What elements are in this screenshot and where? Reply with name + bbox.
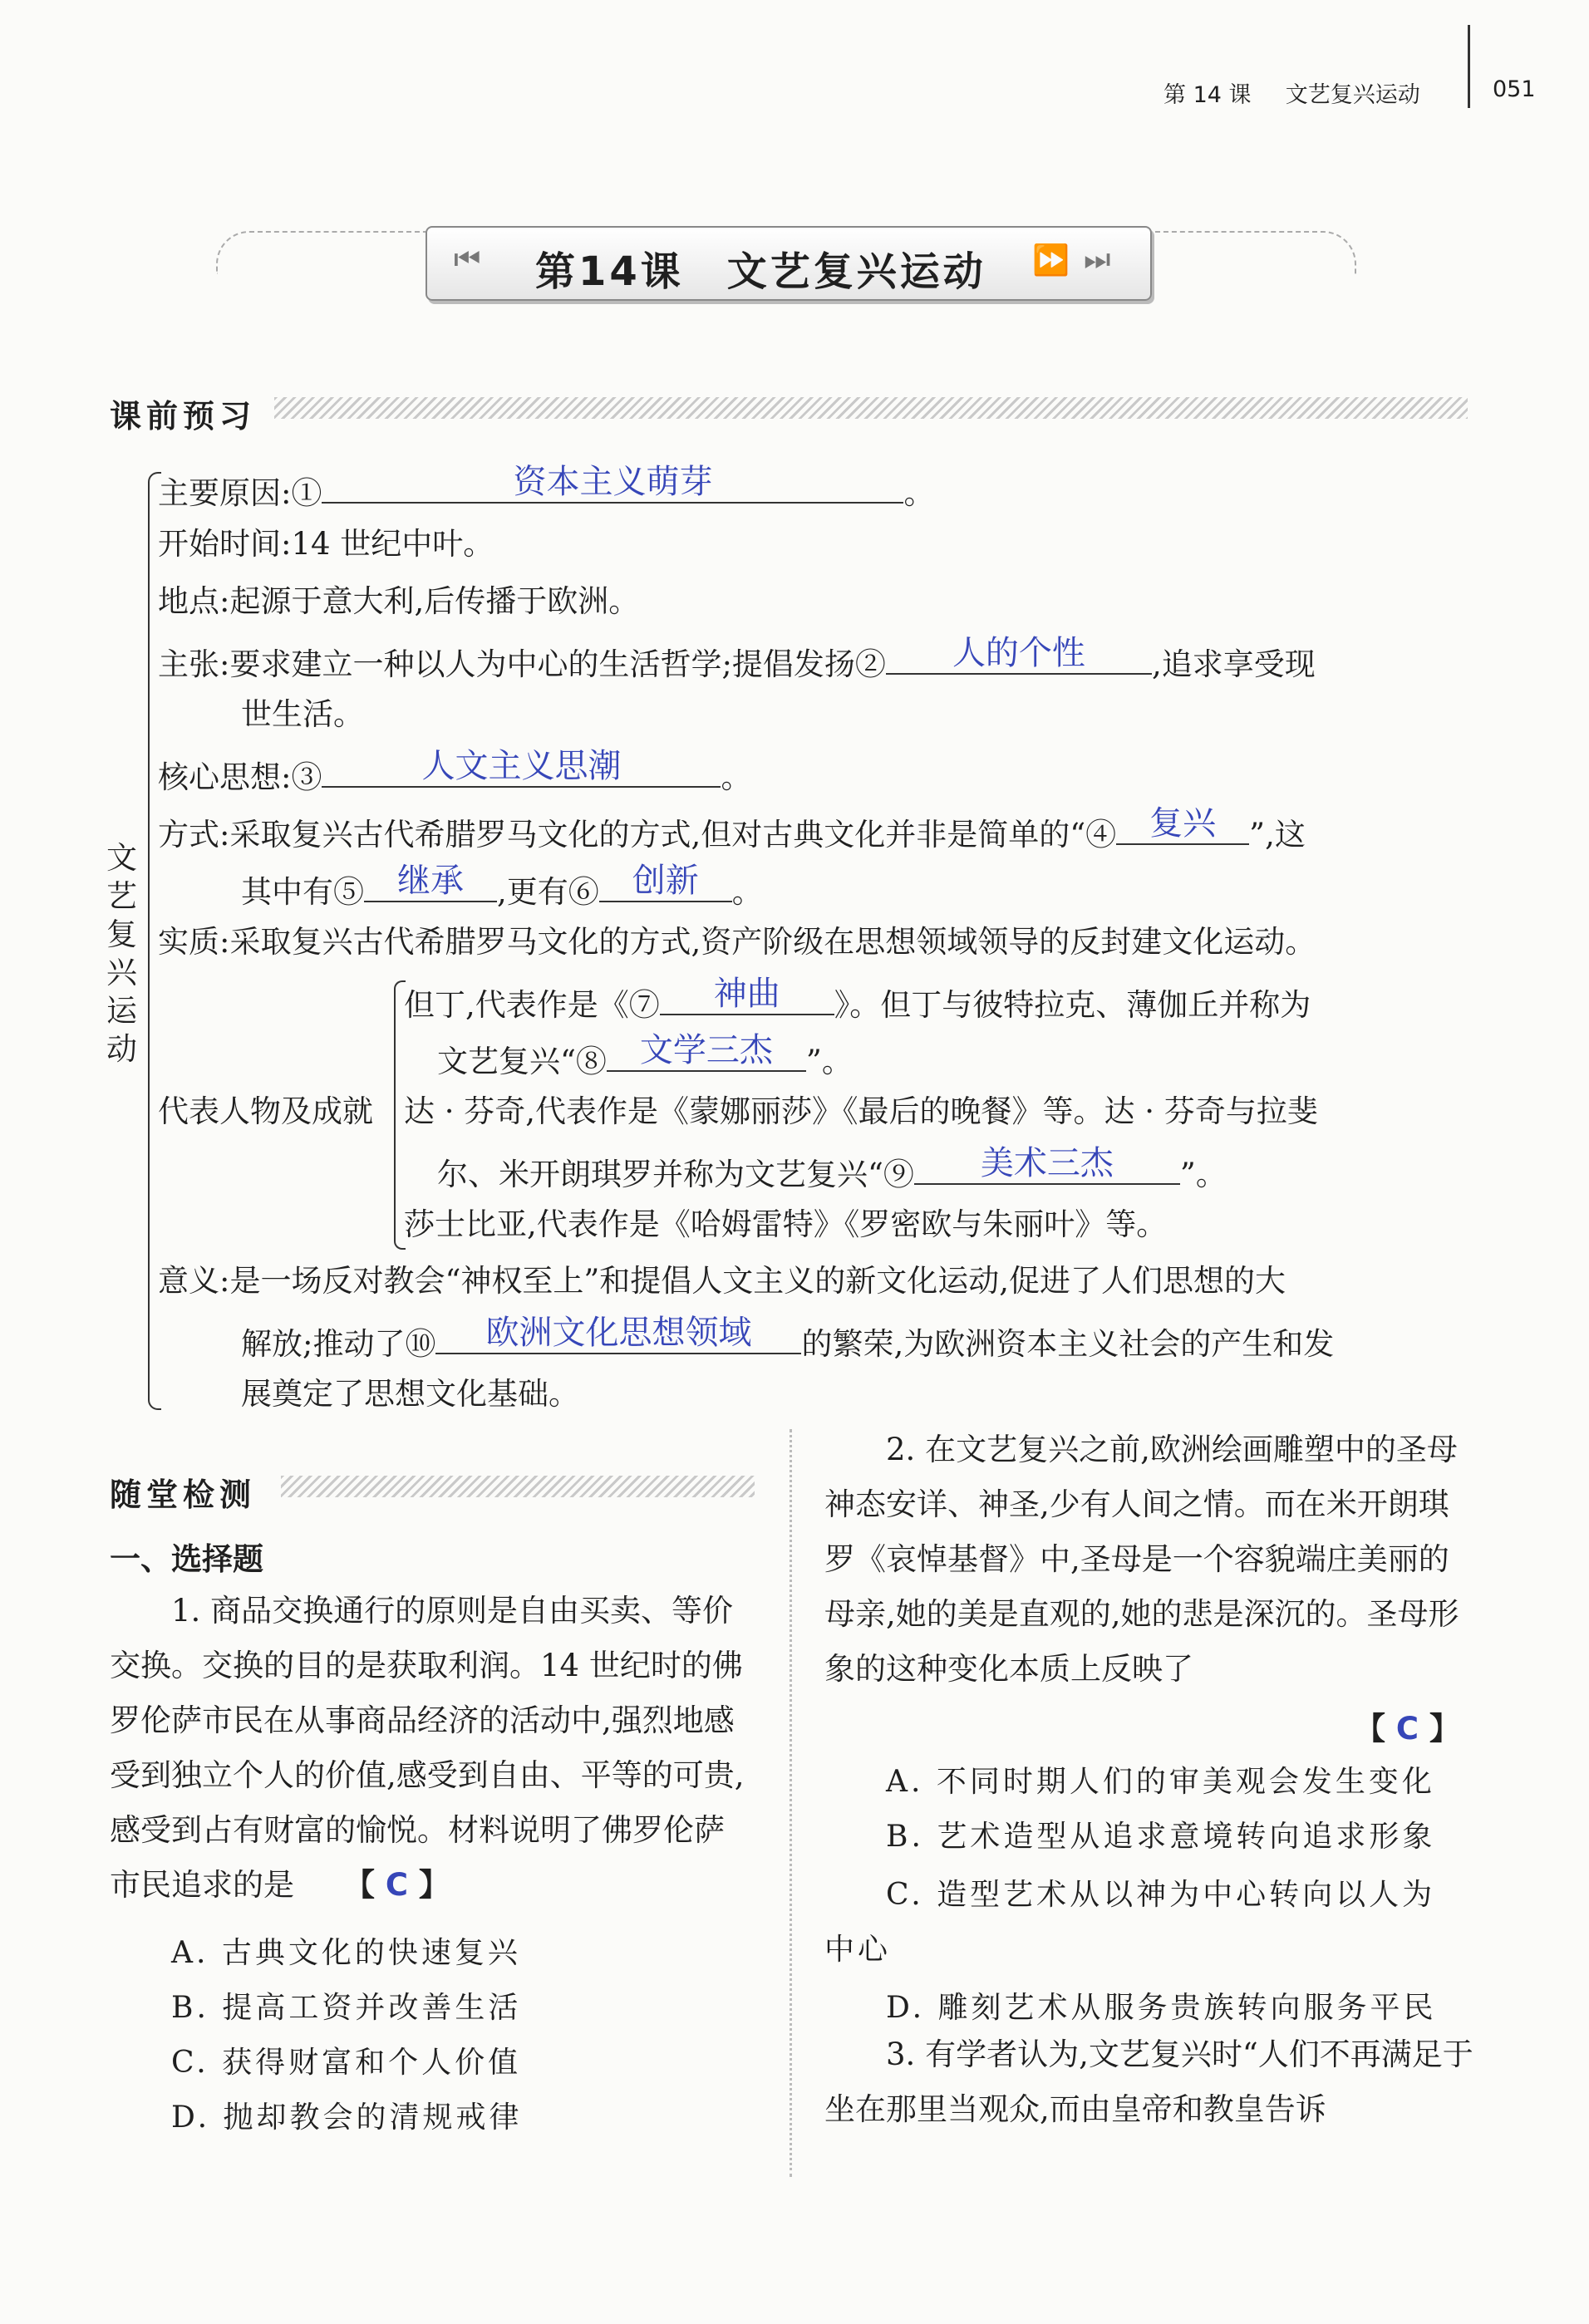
row-significance-cont: 解放;推动了⑩ 欧洲文化思想领域 的繁荣,为欧洲资本主义社会的产生和发 bbox=[241, 1314, 1335, 1362]
row-representatives-label: 代表人物及成就 bbox=[158, 1093, 373, 1129]
answer-2: 人的个性 bbox=[952, 634, 1085, 672]
blank-5 bbox=[364, 862, 497, 902]
answer-3: 人文主义思潮 bbox=[421, 747, 622, 785]
row-method-cont: 其中有⑤ 继承 ,更有⑥ 创新 。 bbox=[241, 862, 763, 910]
blank-2 bbox=[886, 634, 1152, 675]
question-1 bbox=[110, 1584, 750, 1913]
answer-5: 继承 bbox=[397, 862, 464, 900]
banner-left-line bbox=[216, 231, 426, 274]
row-davinci: 达 · 芬奇,代表作是《蒙娜丽莎》《最后的晚餐》等。达 · 芬奇与拉斐 bbox=[404, 1093, 1318, 1129]
header-lesson: 第 14 课 bbox=[1163, 82, 1252, 108]
row-start-time: 开始时间:14 世纪中叶。 bbox=[158, 526, 494, 562]
row-place: 地点:起源于意大利,后传播于欧洲。 bbox=[158, 583, 640, 619]
answer-10: 欧洲文化思想领域 bbox=[485, 1314, 752, 1352]
blank-10 bbox=[435, 1314, 801, 1354]
header-topic: 文艺复兴运动 bbox=[1285, 82, 1420, 108]
row-significance: 意义:是一场反对教会“神权至上”和提倡人文主义的新文化运动,促进了人们思想的大 bbox=[158, 1263, 1286, 1299]
q2-option-d[interactable]: D. 雕刻艺术从服务贵族转向服务平民 bbox=[886, 1991, 1437, 2025]
answer-bracket-2: 【 C 】 bbox=[1355, 1711, 1460, 1747]
banner-title: 第14课 文艺复兴运动 bbox=[535, 248, 986, 295]
q2-option-a[interactable]: A. 不同时期人们的审美观会发生变化 bbox=[886, 1765, 1435, 1799]
answer-4: 复兴 bbox=[1149, 804, 1217, 843]
section-hatch-quiz bbox=[281, 1476, 755, 1497]
row-main-reason: 主要原因:① 资本主义萌芽 。 bbox=[158, 463, 935, 511]
page-number: 051 bbox=[1493, 76, 1536, 102]
question-1-stem: 1. 商品交换通行的原则是自由买卖、等价交换。交换的目的是获取利润。14 世纪时的佛罗伦萨市民在从事商品经济的活动中,强烈地感受到独立个人的价值,感受到自由、平等的可贵,感受到占有财富的愉悦。材料说明了佛罗伦萨市民追求的是 bbox=[110, 1593, 745, 1903]
blank-1 bbox=[322, 463, 903, 504]
answer-9: 美术三杰 bbox=[980, 1144, 1114, 1182]
row-davinci-cont: 尔、米开朗琪罗并称为文艺复兴“⑨ 美术三杰 ”。 bbox=[437, 1144, 1227, 1192]
answer-8: 文学三杰 bbox=[639, 1031, 773, 1069]
question-3 bbox=[824, 2027, 1477, 2137]
blank-4 bbox=[1116, 804, 1249, 845]
question-2-stem: 2. 在文艺复兴之前,欧洲绘画雕塑中的圣母神态安详、神圣,少有人间之情。而在米开朗琪罗《哀悼基督》中,圣母是一个容貌端庄美丽的母亲,她的美是直观的,她的悲是深沉的。圣母形象的这种变化本质上反映了 bbox=[824, 1432, 1459, 1687]
q1-option-b[interactable]: B. 提高工资并改善生活 bbox=[171, 1991, 522, 2025]
page-header bbox=[1163, 76, 1420, 109]
q1-option-d[interactable]: D. 抛却教会的清规戒律 bbox=[171, 2100, 523, 2135]
rewind-icon: ⏮ bbox=[454, 243, 481, 277]
question-1-answer: C bbox=[385, 1867, 409, 1903]
question-3-stem: 3. 有学者认为,文艺复兴时“人们不再满足于坐在那里当观众,而由皇帝和教皇告诉 bbox=[824, 2037, 1473, 2127]
question-2-answer: C bbox=[1395, 1711, 1419, 1747]
blank-7 bbox=[660, 975, 834, 1015]
question-2 bbox=[824, 1422, 1477, 1697]
q1-option-c[interactable]: C. 获得财富和个人价值 bbox=[171, 2046, 522, 2080]
row-proposition-cont: 世生活。 bbox=[241, 696, 364, 732]
row-dante-cont: 文艺复兴“⑧ 文学三杰 ”。 bbox=[437, 1031, 853, 1079]
row-method: 方式:采取复兴古代希腊罗马文化的方式,但对古典文化并非是简单的“④ 复兴 ”,这 bbox=[158, 804, 1306, 852]
forward-icon: ⏩ bbox=[1032, 243, 1070, 278]
blank-9 bbox=[914, 1144, 1180, 1185]
answer-1: 资本主义萌芽 bbox=[513, 463, 713, 501]
row-significance-end: 展奠定了思想文化基础。 bbox=[241, 1376, 579, 1412]
header-divider bbox=[1468, 25, 1470, 108]
answer-6: 创新 bbox=[632, 862, 699, 900]
q2-option-b[interactable]: B. 艺术造型从追求意境转向追求形象 bbox=[886, 1820, 1436, 1854]
row-proposition: 主张:要求建立一种以人为中心的生活哲学;提倡发扬② 人的个性 ,追求享受现 bbox=[158, 634, 1316, 682]
q2-option-c[interactable]: C. 造型艺术从以神为中心转向以人为中心 bbox=[824, 1878, 1436, 1967]
section-hatch-preview bbox=[274, 397, 1468, 419]
row-shakespeare: 莎士比亚,代表作是《哈姆雷特》《罗密欧与朱丽叶》等。 bbox=[404, 1206, 1168, 1242]
row-dante: 但丁,代表作是《⑦ 神曲 》。但丁与彼特拉克、薄伽丘并称为 bbox=[404, 975, 1311, 1023]
skip-end-icon: ⏭ bbox=[1084, 243, 1111, 277]
section-title-preview: 课前预习 bbox=[110, 398, 257, 435]
lesson-banner bbox=[426, 226, 1152, 301]
answer-7: 神曲 bbox=[713, 975, 780, 1013]
subsection-title: 一、选择题 bbox=[110, 1541, 263, 1577]
answer-bracket-1: 【 C 】 bbox=[344, 1867, 450, 1903]
blank-8 bbox=[607, 1031, 806, 1072]
row-essence: 实质:采取复兴古代希腊罗马文化的方式,资产阶级在思想领域领导的反封建文化运动。 bbox=[158, 924, 1316, 960]
column-divider bbox=[790, 1429, 792, 2177]
row-core-idea: 核心思想:③ 人文主义思潮 。 bbox=[158, 747, 752, 795]
section-title-quiz: 随堂检测 bbox=[110, 1476, 257, 1513]
blank-6 bbox=[599, 862, 732, 902]
q1-option-a[interactable]: A. 古典文化的快速复兴 bbox=[171, 1936, 521, 1970]
banner-right-line bbox=[1155, 231, 1356, 274]
vertical-label: 文艺复兴运动 bbox=[106, 840, 137, 1067]
